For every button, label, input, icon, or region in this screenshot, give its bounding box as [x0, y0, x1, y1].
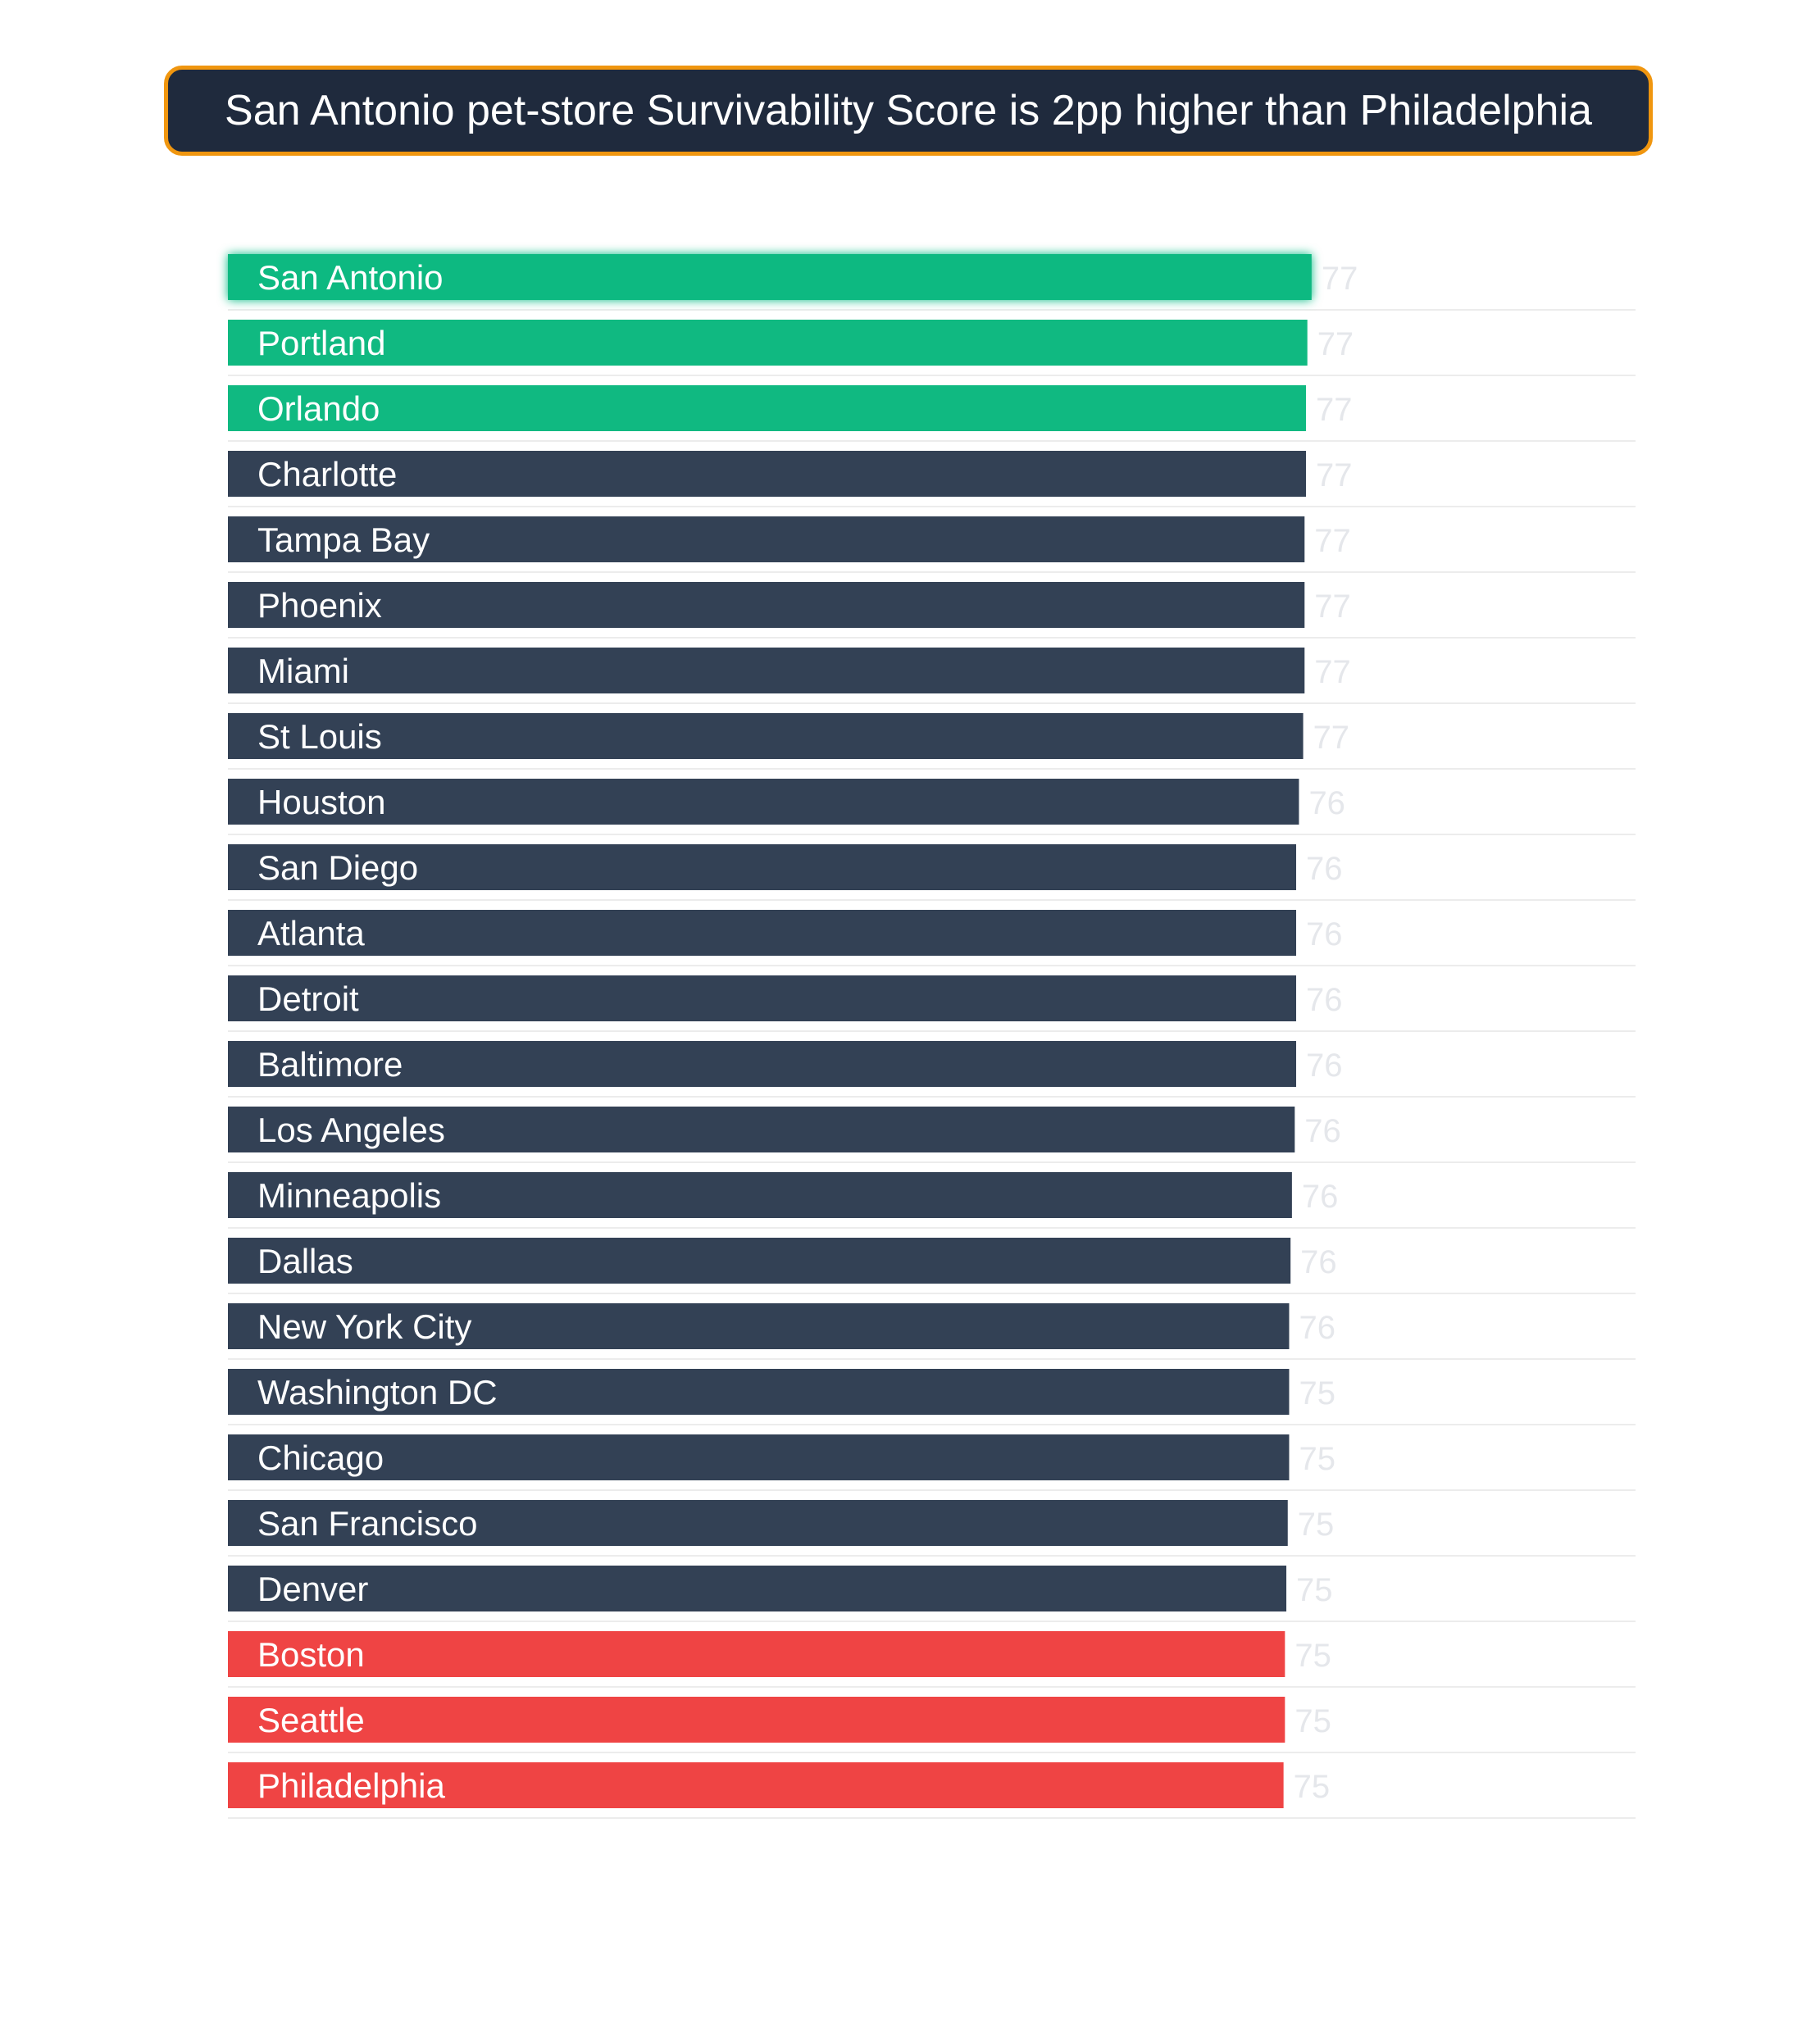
category-label: Los Angeles [257, 1111, 445, 1149]
category-label: Baltimore [257, 1045, 403, 1084]
value-label: 77 [1315, 392, 1353, 428]
value-label: 75 [1296, 1572, 1333, 1608]
value-label: 75 [1299, 1375, 1335, 1411]
bar-phoenix [228, 582, 1304, 628]
category-label: Seattle [257, 1701, 365, 1739]
bar-miami [228, 648, 1304, 693]
value-label: 77 [1314, 589, 1351, 625]
category-label: San Diego [257, 848, 419, 887]
category-label: Atlanta [257, 914, 365, 952]
bar-denver [228, 1566, 1286, 1611]
category-label: San Francisco [257, 1504, 478, 1543]
value-label: 76 [1306, 851, 1343, 887]
value-label: 77 [1321, 261, 1358, 297]
category-label: Washington DC [257, 1373, 498, 1411]
category-label: Minneapolis [257, 1176, 442, 1215]
value-label: 76 [1301, 1179, 1339, 1215]
value-label: 76 [1308, 785, 1345, 821]
value-label: 76 [1306, 982, 1343, 1018]
value-label: 75 [1294, 1703, 1331, 1739]
bar-st-louis [228, 713, 1304, 759]
value-label: 75 [1293, 1769, 1331, 1805]
category-label: Tampa Bay [257, 520, 430, 559]
category-label: Denver [257, 1570, 369, 1608]
bar-detroit [228, 975, 1296, 1021]
category-label: St Louis [257, 717, 382, 756]
category-label: San Antonio [257, 258, 444, 297]
value-label: 77 [1317, 326, 1354, 362]
value-label: 77 [1314, 523, 1351, 559]
category-label: Philadelphia [257, 1766, 445, 1805]
bar-chicago [228, 1434, 1289, 1480]
bar-orlando [228, 385, 1306, 431]
category-label: Detroit [257, 980, 359, 1018]
value-label: 76 [1306, 1048, 1343, 1084]
chart-title: San Antonio pet-store Survivability Score is 2pp higher than Philadelphia [225, 87, 1592, 134]
bar-dallas [228, 1238, 1290, 1284]
value-label: 77 [1313, 720, 1350, 756]
category-label: Phoenix [257, 586, 382, 625]
value-label: 76 [1304, 1113, 1341, 1149]
value-label: 77 [1315, 457, 1353, 493]
bar-seattle [228, 1697, 1285, 1743]
category-label: Charlotte [257, 455, 398, 493]
category-label: Boston [257, 1635, 365, 1674]
bar-portland [228, 320, 1308, 366]
category-label: New York City [257, 1307, 472, 1346]
bar-houston [228, 779, 1299, 825]
category-label: Houston [257, 783, 386, 821]
value-label: 76 [1299, 1310, 1335, 1346]
category-label: Miami [257, 652, 349, 690]
value-label: 76 [1306, 916, 1343, 952]
value-label: 76 [1300, 1244, 1337, 1280]
category-label: Portland [257, 324, 386, 362]
category-label: Orlando [257, 389, 380, 428]
value-label: 77 [1314, 654, 1351, 690]
bar-boston [228, 1631, 1285, 1677]
category-label: Dallas [257, 1242, 353, 1280]
value-label: 75 [1299, 1441, 1335, 1477]
category-label: Chicago [257, 1439, 384, 1477]
bar-atlanta [228, 910, 1296, 956]
value-label: 75 [1294, 1638, 1331, 1674]
value-label: 75 [1297, 1507, 1335, 1543]
